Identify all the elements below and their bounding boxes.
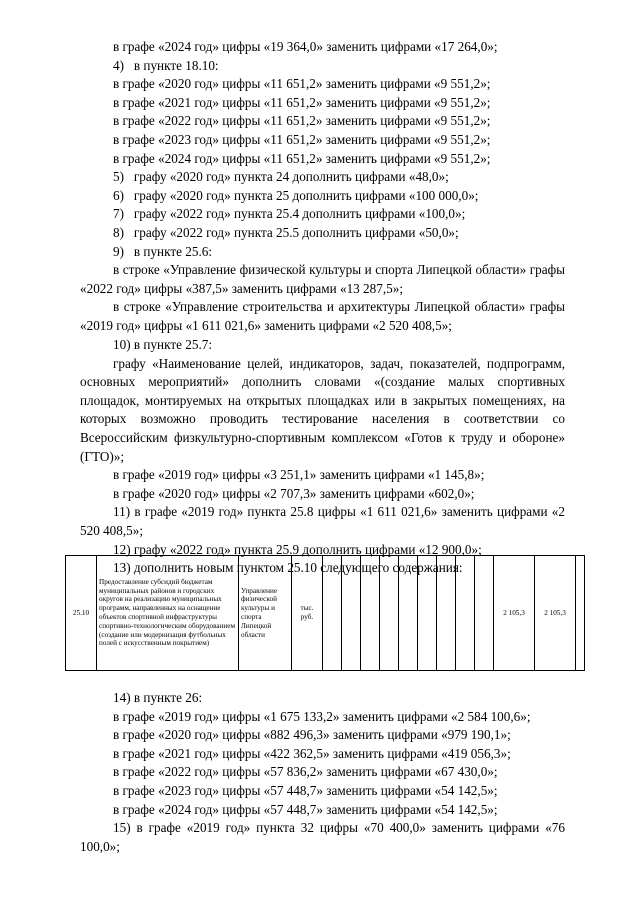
amendment-line: в графе «2019 год» цифры «1 675 133,2» заменить цифрами «2 584 100,6»; xyxy=(113,708,531,724)
amendment-paragraph: графу «Наименование целей, индикаторов, задач, показателей, подпрограмм, основных мероприятий» дополнить словами «(создание малых спортивных площадок, монтируемых на открытых площадках или в закрытых помещениях, на которых возможно проводить тестирование населения в соответствии со Всероссийским физкультурно-спортивным комплексом «Готов к труду и обороне» (ГТО)»; xyxy=(80,355,565,464)
amendment-line: в графе «2020 год» цифры «11 651,2» заменить цифрами «9 551,2»; xyxy=(113,76,491,92)
amendment-line: в графе «2024 год» цифры «19 364,0» заменить цифрами «17 264,0»; xyxy=(113,39,498,54)
empty-cell xyxy=(475,556,494,671)
empty-cell xyxy=(380,556,399,671)
value-cell: 2 105,3 xyxy=(535,556,576,671)
amendment-paragraph: в строке «Управление строительства и архитектуры Липецкой области» графы «2019 год» цифры «1 611 021,6» заменить цифрами «2 520 408,5»; xyxy=(80,299,565,333)
empty-cell xyxy=(437,556,456,671)
amendment-line: в графе «2022 год» цифры «57 836,2» заменить цифрами «67 430,0»; xyxy=(113,764,498,780)
amendment-line: в графе «2024 год» цифры «11 651,2» заменить цифрами «9 551,2»; xyxy=(113,150,491,166)
row-executor: Управление физической культуры и спорта Липецкой области xyxy=(239,556,292,671)
amendments-block-2 xyxy=(80,261,565,335)
amendment-item-7: 7) графу «2022 год» пункта 25.4 дополнить цифрами «100,0»; xyxy=(113,206,466,222)
amendment-item-6: 6) графу «2020 год» пункта 25 дополнить цифрами «100 000,0»; xyxy=(113,187,479,203)
amendment-item-5: 5) графу «2020 год» пункта 24 дополнить цифрами «48,0»; xyxy=(113,169,449,185)
inserted-row-table xyxy=(65,555,585,671)
amendment-line: в графе «2020 год» цифры «2 707,3» заменить цифрами «602,0»; xyxy=(113,485,475,501)
row-description: Предоставление субсидий бюджетам муниципальных районов и городских округов на реализацию муниципальных программ, направленных на оснащение объектов спортивной инфраструктуры спортивно-технологическим оборудованием (создание или модернизация футбольных полей с искусственным покрытием) xyxy=(97,556,239,671)
amendment-item-4: 4) в пункте 18.10: xyxy=(113,57,219,73)
row-unit: тыс. руб. xyxy=(292,556,323,671)
amendment-line: в графе «2021 год» цифры «11 651,2» заменить цифрами «9 551,2»; xyxy=(113,94,491,110)
row-number: 25.10 xyxy=(66,556,97,671)
amendment-line: в графе «2023 год» цифры «11 651,2» заменить цифрами «9 551,2»; xyxy=(113,131,491,147)
empty-cell xyxy=(576,556,585,671)
amendments-block-4 xyxy=(80,689,565,856)
amendment-item-9: 9) в пункте 25.6: xyxy=(113,243,212,259)
amendment-line: в графе «2020 год» цифры «882 496,3» заменить цифрами «979 190,1»; xyxy=(113,727,511,743)
table-row xyxy=(66,556,585,671)
amendments-block-1 xyxy=(80,38,565,261)
amendment-item-14: 14) в пункте 26: xyxy=(113,690,203,705)
empty-cell xyxy=(456,556,475,671)
amendment-paragraph: в строке «Управление физической культуры и спорта Липецкой области» графы «2022 год» цифры «387,5» заменить цифрами «13 287,5»; xyxy=(80,262,565,296)
amendments-block-3 xyxy=(80,336,565,578)
amendment-item-11: 11) в графе «2019 год» пункта 25.8 цифры «1 611 021,6» заменить цифрами «2 520 408,5»; xyxy=(80,504,565,538)
empty-cell xyxy=(418,556,437,671)
amendment-item-15: 15) в графе «2019 год» пункта 32 цифры «70 400,0» заменить цифрами «76 100,0»; xyxy=(80,820,565,854)
amendment-line: в графе «2023 год» цифры «57 448,7» заменить цифрами «54 142,5»; xyxy=(113,782,498,798)
amendment-item-13: 13) дополнить новым пунктом 25.10 следующего содержания: xyxy=(113,560,463,576)
empty-cell xyxy=(361,556,380,671)
empty-cell xyxy=(323,556,342,671)
amendment-item-8: 8) графу «2022 год» пункта 25.5 дополнить цифрами «50,0»; xyxy=(113,224,459,240)
amendment-item-12: 12) графу «2022 год» пункта 25.9 дополнить цифрами «12 900,0»; xyxy=(113,541,482,557)
amendment-line: в графе «2024 год» цифры «57 448,7» заменить цифрами «54 142,5»; xyxy=(113,801,498,817)
value-cell: 2 105,3 xyxy=(494,556,535,671)
amendment-item-10: 10) в пункте 25.7: xyxy=(113,337,212,352)
empty-cell xyxy=(399,556,418,671)
amendment-line: в графе «2021 год» цифры «422 362,5» заменить цифрами «419 056,3»; xyxy=(113,745,511,761)
empty-cell xyxy=(342,556,361,671)
amendment-line: в графе «2022 год» цифры «11 651,2» заменить цифрами «9 551,2»; xyxy=(113,113,491,129)
amendment-line: в графе «2019 год» цифры «3 251,1» заменить цифрами «1 145,8»; xyxy=(113,467,485,483)
